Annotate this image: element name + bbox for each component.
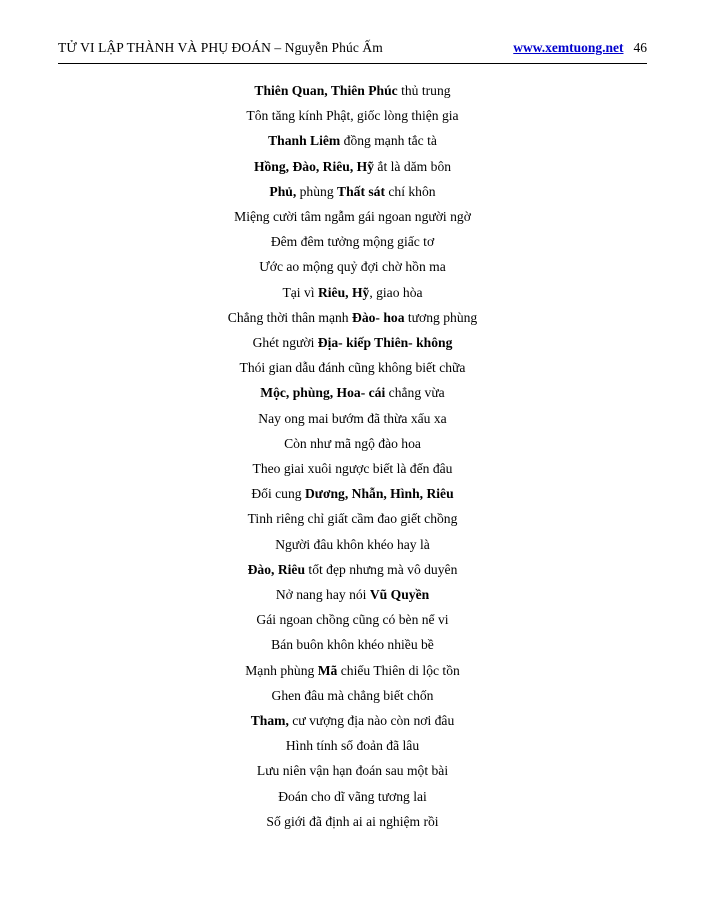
poem-text: Đêm đêm tưởng mộng giấc tơ [270, 234, 435, 250]
poem-text: Đoán cho dĩ vãng tương lai [278, 788, 427, 804]
poem-line [58, 355, 647, 380]
poem-line [58, 557, 647, 582]
poem-line [58, 733, 647, 758]
poem-text: Số giới đã định ai ai nghiệm rồi [266, 813, 439, 829]
poem-line [58, 179, 647, 204]
poem-line [58, 254, 647, 279]
poem-text: , giao hòa [369, 284, 423, 300]
poem-text: Tôn tăng kính Phật, giốc lòng thiện gia [246, 108, 459, 124]
poem-text: Đối cung [251, 486, 305, 502]
poem-text: phùng [296, 183, 338, 199]
poem-text: chiếu Thiên di lộc tồn [337, 662, 460, 678]
poem-line [58, 380, 647, 405]
poem-line [58, 481, 647, 506]
poem-term-emphasis: Thiên Quan, Thiên Phúc [254, 83, 398, 98]
poem-term-emphasis: Dương, Nhẫn, Hình, Riêu [304, 486, 454, 502]
poem-line [58, 229, 647, 254]
poem-line [58, 204, 647, 229]
poem-text: ắt là dăm bôn [374, 158, 452, 174]
poem-line [58, 658, 647, 683]
poem-text: Mạnh phùng [245, 662, 318, 678]
poem-line [58, 154, 647, 179]
poem-line [58, 607, 647, 632]
poem-term-emphasis: Phủ, [269, 183, 297, 199]
poem-text: tốt đẹp nhưng mà vô duyên [305, 561, 458, 577]
poem-line [58, 506, 647, 531]
poem-line [58, 330, 647, 355]
poem-term-emphasis: Mã [317, 662, 338, 678]
poem-line [58, 632, 647, 657]
poem-term-emphasis: Vũ Quyền [369, 587, 430, 603]
poem-body [58, 78, 647, 834]
poem-term-emphasis: Thất sát [337, 183, 385, 199]
poem-text: Tinh riêng chỉ giất cầm đao giết chồng [247, 511, 458, 527]
poem-line [58, 456, 647, 481]
poem-line [58, 683, 647, 708]
poem-line [58, 103, 647, 128]
poem-text: Hình tính số đoản đã lâu [285, 738, 420, 754]
header-title: TỬ VI LẬP THÀNH VÀ PHỤ ĐOÁN – Nguyễn Phúc Ấm [58, 40, 383, 55]
poem-line [58, 305, 647, 330]
poem-text: Ghét người [252, 335, 318, 351]
header-divider [58, 63, 647, 64]
website-link[interactable]: www.xemtuong.net [513, 40, 624, 55]
poem-line [58, 128, 647, 153]
poem-text: Miệng cười tâm ngẫm gái ngoan người ngờ [234, 209, 471, 225]
poem-text: Thói gian dẫu đánh cũng không biết chữa [239, 360, 466, 376]
poem-text: đồng mạnh tắc tà [340, 133, 437, 149]
poem-text: Người đâu khôn khéo hay là [275, 536, 430, 552]
poem-text: chẳng vừa [385, 385, 445, 401]
poem-text: tương phùng [404, 309, 478, 325]
poem-line [58, 809, 647, 834]
poem-line [58, 758, 647, 783]
poem-term-emphasis: Địa- kiếp Thiên- không [317, 335, 453, 351]
poem-line [58, 78, 647, 103]
poem-term-emphasis: Riêu, Hỹ [317, 284, 370, 300]
poem-text: Chẳng thời thân mạnh [227, 309, 352, 325]
poem-text: Tại vì [282, 284, 318, 300]
poem-text: Nở nang hay nói [275, 587, 370, 603]
poem-text: Gái ngoan chồng cũng có bèn nể vi [256, 612, 449, 628]
poem-term-emphasis: Tham, [250, 713, 289, 729]
poem-text: Ước ao mộng quỷ đợi chờ hồn ma [259, 259, 446, 275]
poem-text: Bán buôn khôn khéo nhiều bề [271, 637, 434, 653]
poem-text: Ghen đâu mà chẳng biết chốn [271, 687, 434, 703]
poem-text: Nay ong mai bướm đã thừa xấu xa [258, 410, 447, 426]
poem-line [58, 708, 647, 733]
page-number: 46 [633, 40, 647, 55]
poem-line [58, 582, 647, 607]
page-header [58, 40, 647, 56]
poem-text: cư vượng địa nào còn nơi đâu [288, 713, 455, 729]
poem-text: thủ trung [397, 83, 451, 98]
poem-line [58, 784, 647, 809]
poem-text: Theo giai xuôi ngược biết là đến đâu [252, 461, 453, 477]
poem-term-emphasis: Đào, Riêu [247, 561, 306, 577]
poem-line [58, 280, 647, 305]
poem-term-emphasis: Thanh Liêm [268, 133, 341, 149]
poem-text: chí khôn [384, 183, 436, 199]
poem-line [58, 406, 647, 431]
poem-text: Lưu niên vận hạn đoán sau một bài [256, 763, 449, 779]
poem-text: Còn như mã ngộ đào hoa [284, 435, 421, 451]
poem-term-emphasis: Đào- hoa [352, 309, 405, 325]
poem-line [58, 532, 647, 557]
poem-term-emphasis: Mộc, phùng, Hoa- cái [260, 385, 386, 401]
poem-term-emphasis: Hồng, Đào, Riêu, Hỹ [253, 158, 375, 174]
poem-line [58, 431, 647, 456]
